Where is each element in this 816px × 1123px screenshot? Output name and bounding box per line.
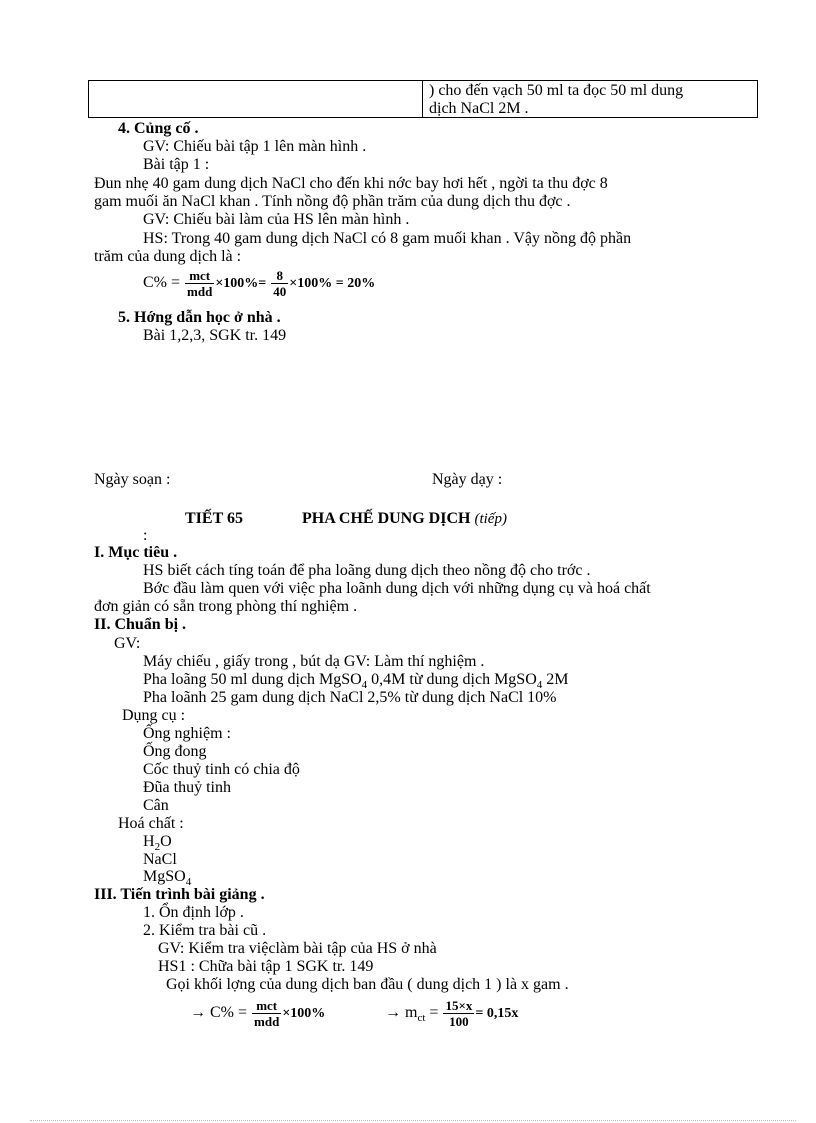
text-span: MgSO xyxy=(143,868,186,885)
subscript: 4 xyxy=(536,679,543,692)
fraction-denominator: mdd xyxy=(187,283,213,299)
paragraph: Gọi khối lợng của dung dịch ban đầu ( dung dịch 1 ) là x gam . xyxy=(166,976,569,993)
paragraph: Bớc đầu làm quen với việc pha loãnh dung dịch với những dụng cụ và hoá chất xyxy=(143,580,651,597)
paragraph: HS1 : Chữa bài tập 1 SGK tr. 149 xyxy=(158,958,374,975)
list-item xyxy=(143,868,192,889)
formula-lhs: → C% = xyxy=(190,1004,248,1021)
fraction-numerator: 8 xyxy=(271,268,288,284)
formula-times: ×100% xyxy=(282,1006,326,1021)
paragraph: gam muối ăn NaCl khan . Tính nồng độ phần trăm của dung dịch thu đợc . xyxy=(94,193,571,210)
text-span: H xyxy=(143,833,155,850)
formula-lhs: → m xyxy=(385,1004,418,1021)
list-item xyxy=(143,833,172,854)
text-span: Pha loãng 50 ml dung dịch MgSO xyxy=(143,671,362,688)
fraction-denominator: mdd xyxy=(254,1013,280,1029)
fraction-denominator: 40 xyxy=(273,283,287,299)
paragraph: Bài 1,2,3, SGK tr. 149 xyxy=(143,327,287,344)
formula-percent xyxy=(190,995,325,1032)
formula-concentration xyxy=(143,266,375,301)
list-item: Pha loãnh 25 gam dung dịch NaCl 2,5% từ dung dịch NaCl 10% xyxy=(143,689,557,706)
fraction-denominator: 100 xyxy=(449,1013,469,1029)
formula-fraction xyxy=(443,998,474,1029)
formula-equals: = xyxy=(425,1004,439,1021)
table-column-divider xyxy=(422,81,423,117)
formula-result: ×100% = 20% xyxy=(289,276,376,291)
fraction-numerator: mct xyxy=(185,268,214,284)
list-item: Máy chiếu , giấy trong , bút dạ GV: Làm thí nghiệm . xyxy=(143,653,485,670)
table-cell-line-2: dịch NaCl 2M . xyxy=(429,100,529,117)
formula-mass xyxy=(385,995,518,1032)
date-taught-label: Ngày dạy : xyxy=(432,471,503,488)
list-item: NaCl xyxy=(143,851,177,868)
section-heading-muc-tieu: I. Mục tiêu . xyxy=(94,544,178,561)
formula-fraction-1 xyxy=(185,268,214,299)
date-prepared-label: Ngày soạn : xyxy=(94,471,171,488)
list-item: Cân xyxy=(143,797,169,814)
paragraph: Đun nhẹ 40 gam dung dịch NaCl cho đến khi nớc bay hơi hết , ngời ta thu đợc 8 xyxy=(94,175,608,192)
paragraph: HS biết cách tíng toán để pha loãng dung dịch theo nồng độ cho trớc . xyxy=(143,562,591,579)
formula-lhs: C% = xyxy=(143,274,181,291)
list-item: Đũa thuỷ tinh xyxy=(143,779,231,796)
paragraph: HS: Trong 40 gam dung dịch NaCl có 8 gam muối khan . Vậy nồng độ phần xyxy=(143,230,632,247)
fraction-numerator: mct xyxy=(252,998,281,1014)
subscript: 4 xyxy=(361,679,368,692)
paragraph: GV: Kiểm tra việclàm bài tập của HS ở nhà xyxy=(158,940,437,957)
fraction-numerator: 15×x xyxy=(445,997,473,1013)
subscript: ct xyxy=(417,1012,426,1025)
equipment-label: Dụng cụ : xyxy=(122,707,186,724)
text-span: O xyxy=(160,833,172,850)
chemicals-label: Hoá chất : xyxy=(118,815,184,832)
text-span: 0,4M từ dung dịch MgSO xyxy=(367,671,537,688)
subscript: 2 xyxy=(154,841,161,854)
lesson-number: TIẾT 65 xyxy=(185,510,243,527)
list-item: Cốc thuỷ tinh có chia độ xyxy=(143,761,300,778)
stray-colon: : xyxy=(143,527,148,544)
list-item: 2. Kiểm tra bài cũ . xyxy=(143,922,267,939)
paragraph: GV: Chiếu bài tập 1 lên màn hình . xyxy=(143,138,367,155)
formula-fraction xyxy=(252,998,281,1029)
lesson-table-fragment xyxy=(88,80,758,118)
page-bottom-dotted-rule xyxy=(30,1120,796,1121)
formula-fraction-2 xyxy=(271,268,288,299)
section-heading-tien-trinh: III. Tiến trình bài giảng . xyxy=(94,886,265,903)
list-item: 1. Ổn định lớp . xyxy=(143,904,244,921)
list-item xyxy=(143,671,569,692)
lesson-title-suffix: (tiếp) xyxy=(474,511,507,527)
section-heading-cung-co: 4. Củng cố . xyxy=(118,120,199,137)
paragraph: GV: Chiếu bài làm của HS lên màn hình . xyxy=(143,211,410,228)
gv-label: GV: xyxy=(114,635,141,652)
lesson-title-text: PHA CHẾ DUNG DỊCH xyxy=(302,510,471,527)
section-heading-huong-dan: 5. Hớng dẫn học ở nhà . xyxy=(118,309,281,326)
paragraph: Bài tập 1 : xyxy=(143,156,210,173)
formula-result: = 0,15x xyxy=(475,1006,519,1021)
lesson-title xyxy=(302,510,507,528)
subscript: 4 xyxy=(185,876,192,889)
list-item: Ống nghiệm : xyxy=(143,725,231,742)
formula-times: ×100%= xyxy=(215,276,267,291)
paragraph: đơn giản có sẵn trong phòng thí nghiệm . xyxy=(94,598,358,615)
section-heading-chuan-bi: II. Chuẩn bị . xyxy=(94,616,187,633)
list-item: Ống đong xyxy=(143,743,207,760)
table-cell-line-1: ) cho đến vạch 50 ml ta đọc 50 ml dung xyxy=(429,82,684,99)
paragraph: trăm của dung dịch là : xyxy=(94,248,242,265)
text-span: 2M xyxy=(542,671,569,688)
